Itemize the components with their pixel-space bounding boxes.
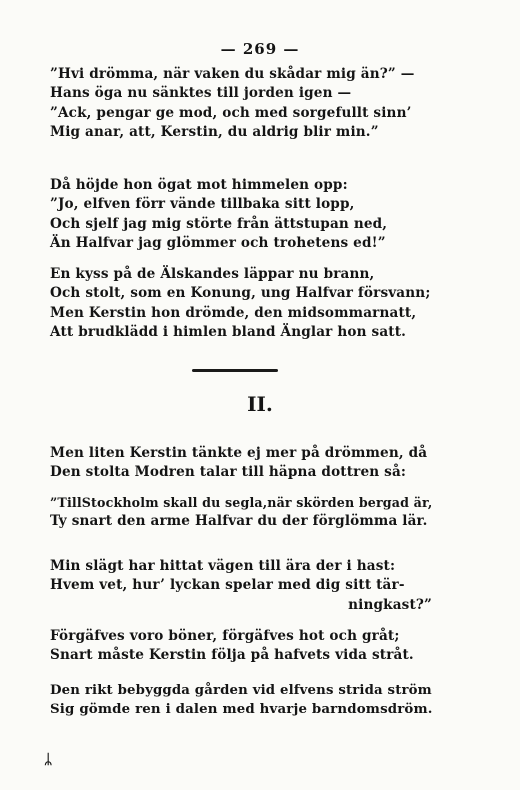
verse-line: ”Ack, pengar ge mod, och med sorgefullt sinn’ [50,104,412,121]
stanza-1 [50,65,432,143]
stanza-8 [50,681,432,720]
verse-line: Än Halfvar jag glömmer och trohetens ed!” [50,235,386,252]
verse-line: Men Kerstin hon drömde, den midsommarnatt, [50,304,417,321]
verse-line: ”Jo, elfven förr vände tillbaka sitt lopp, [50,196,355,213]
verse-line: Och stolt, som en Konung, ung Halfvar försvann; [50,285,431,302]
verse-line: Hans öga nu sänktes till jorden igen — [50,85,352,102]
verse-line: Hvem vet, hur’ lyckan spelar med dig sitt tär- [50,577,405,594]
stanza-3 [50,265,432,343]
section-title: II. [247,392,273,416]
stanza-5 [50,493,432,532]
verse-line: Då höjde hon ögat mot himmelen opp: [50,177,348,193]
printer-mark: ᛦ [44,752,53,768]
verse-line: Mig anar, att, Kerstin, du aldrig blir min.” [50,124,379,141]
verse-line: Och sjelf jag mig störte från ättstupan ned, [50,215,388,232]
verse-line: En kyss på de Älskandes läppar nu brann, [50,266,375,282]
stanza-2 [50,176,432,254]
verse-line: ”TillStockholm skall du segla,när skörden bergad är, [50,495,433,510]
verse-line: Min slägt har hittat vägen till ära der i hast: [50,558,396,574]
verse-line: Sig gömde ren i dalen med hvarje barndomsdröm. [50,701,433,718]
verse-line: Den rikt bebyggda gården vid elfvens strida ström [50,683,432,698]
verse-line: Snart måste Kerstin följa på hafvets vida stråt. [50,647,414,664]
verse-line-continuation: ningkast?” [348,596,432,613]
verse-line: Ty snart den arme Halfvar du der förglömma lär. [50,513,428,530]
section-divider [192,369,278,372]
stanza-7 [50,627,432,666]
page-number: — 269 — [220,40,300,58]
verse-line: Att brudklädd i himlen bland Änglar hon satt. [50,324,407,341]
verse-line: ”Hvi drömma, när vaken du skådar mig än?” — [50,66,415,82]
verse-line: Men liten Kerstin tänkte ej mer på drömmen, då [50,445,428,461]
stanza-6 [50,557,432,615]
verse-line: Den stolta Modren talar till häpna dottren så: [50,464,407,481]
stanza-4 [50,444,432,483]
verse-line: Förgäfves voro böner, förgäfves hot och gråt; [50,628,400,644]
